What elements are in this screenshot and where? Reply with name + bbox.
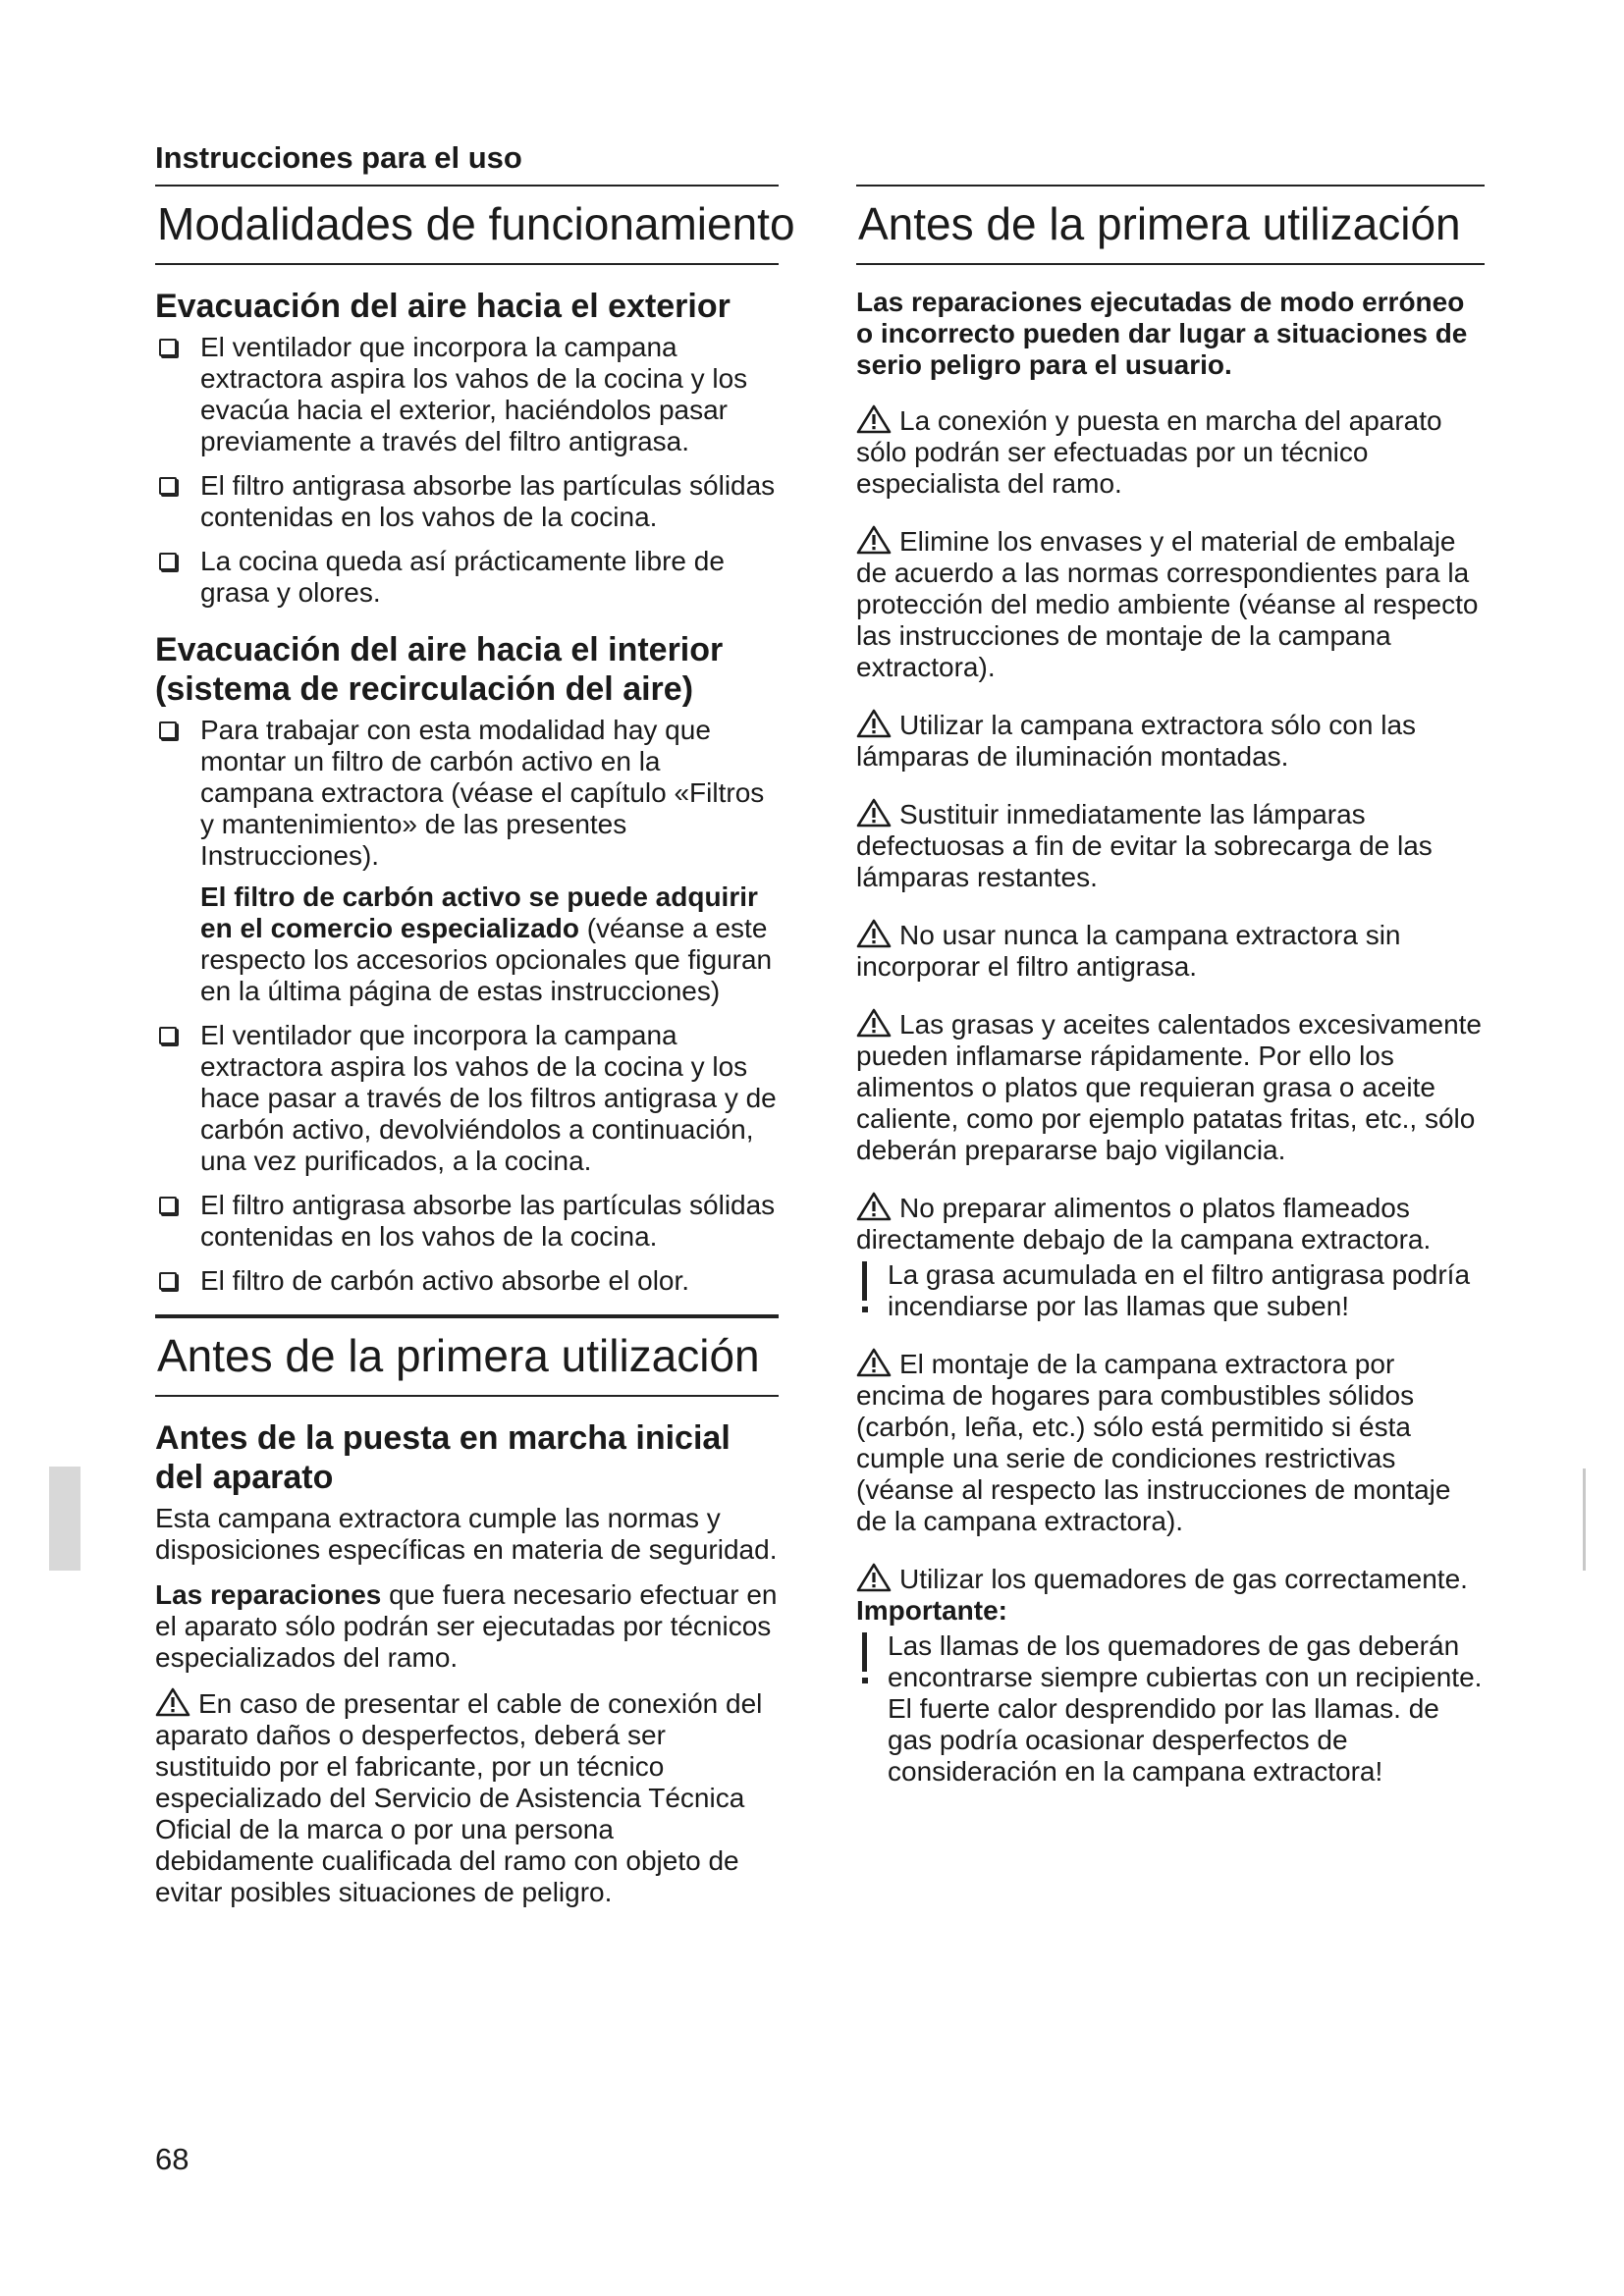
warning-text: No preparar alimentos o platos flameados directamente debajo de la campana extractora. [856, 1193, 1432, 1255]
left-column [155, 185, 795, 1922]
warning-triangle-icon [856, 1192, 892, 1221]
warning-item [856, 709, 1485, 773]
warning-item [856, 798, 1485, 893]
warning-text: El montaje de la campana extractora por encima de hogares para combustibles sólidos (carbón, leña, etc.) sólo está permitido si ésta cumple una serie de condiciones restrictivas (véanse al respecto las instrucciones de montaje de la campana extractora). [856, 1349, 1451, 1536]
note-text-more: El fuerte calor desprendido por las llamas. de gas podría ocasionar desperfectos de consideración en la campana extractora! [888, 1693, 1439, 1787]
warning-text: La conexión y puesta en marcha del aparato sólo podrán ser efectuadas por un técnico especialista del ramo. [856, 405, 1442, 499]
list-item-text: El ventilador que incorpora la campana extractora aspira los vahos de la cocina y los evacúa hacia el exterior, haciéndolos pasar previamente a través del filtro antigrasa. [200, 332, 748, 456]
warning-item [856, 1192, 1485, 1255]
page-number: 68 [155, 2142, 189, 2176]
interior-list [155, 715, 779, 1297]
checkbox-bullet-icon [159, 1027, 177, 1044]
repairs-rest: que fuera necesario efectuar en el aparato sólo podrán ser ejecutadas por técnicos especializados del ramo. [155, 1579, 778, 1673]
warning-triangle-icon [856, 1563, 892, 1592]
warning-triangle-icon [856, 1348, 892, 1377]
list-item-text: El filtro de carbón activo absorbe el olor. [200, 1265, 690, 1296]
warning-item [856, 1563, 1485, 1595]
note-grease-fire [856, 1259, 1485, 1322]
warning-text: En caso de presentar el cable de conexión del aparato daños o desperfectos, deberá ser sustituido por el fabricante, por un técnico especializado del Servicio de Asistencia Técnica Oficial de la marca o por una persona debidamente cualificada del ramo con objeto de evitar posibles situaciones de peligro. [155, 1688, 763, 1907]
list-item [155, 715, 779, 1007]
warning-triangle-icon [856, 919, 892, 948]
warning-item [856, 1008, 1485, 1166]
note-text: Las llamas de los quemadores de gas deberán encontrarse siempre cubiertas con un recipiente. [888, 1630, 1483, 1692]
carbon-filter-note-bold: El filtro de carbón activo se puede adquirir en el comercio especializado [200, 881, 758, 943]
checkbox-bullet-icon [159, 553, 177, 570]
warning-text: Utilizar los quemadores de gas correctamente. [899, 1564, 1468, 1594]
checkbox-bullet-icon [159, 721, 177, 739]
warning-text: Elimine los envases y el material de embalaje de acuerdo a las normas correspondientes para la protección del medio ambiente (véanse al respecto las instrucciones de montaje de la campana extractora). [856, 526, 1479, 682]
note-text: La grasa acumulada en el filtro antigrasa podría incendiarse por las llamas que suben! [888, 1259, 1471, 1321]
section-title-antes-right: Antes de la primera utilización [858, 198, 1461, 249]
list-item-text: Para trabajar con esta modalidad hay que montar un filtro de carbón activo en la campana extractora (véase el capítulo «Filtros y mantenimiento» de las presentes Instrucciones). [200, 715, 765, 871]
list-item-text: El filtro antigrasa absorbe las partículas sólidas contenidas en los vahos de la cocina. [200, 1190, 776, 1252]
checkbox-bullet-icon [159, 477, 177, 495]
repairs-intro: Las reparaciones ejecutadas de modo erróneo o incorrecto pueden dar lugar a situaciones de serio peligro para el usuario. [856, 287, 1468, 380]
warning-triangle-icon [856, 1008, 892, 1038]
list-item-text: El filtro antigrasa absorbe las partículas sólidas contenidas en los vahos de la cocina. [200, 470, 776, 532]
checkbox-bullet-icon [159, 1272, 177, 1290]
heading-exterior: Evacuación del aire hacia el exterior [155, 288, 731, 325]
warning-triangle-icon [155, 1687, 190, 1717]
title-rule-bottom [155, 1395, 779, 1397]
note-gas-flames [856, 1630, 1485, 1788]
title-rule-bottom [856, 263, 1485, 265]
warning-triangle-icon [856, 525, 892, 555]
repairs-paragraph [155, 1579, 779, 1674]
list-item [155, 546, 779, 609]
important-label: Importante: [856, 1595, 1007, 1626]
warning-text: Sustituir inmediatamente las lámparas defectuosas a fin de evitar la sobrecarga de las lámparas restantes. [856, 799, 1433, 892]
heading-puesta-en-marcha: Antes de la puesta en marcha inicial del aparato [155, 1419, 731, 1496]
list-item [155, 470, 779, 533]
exclamation-icon [862, 1261, 868, 1316]
side-line-marker [1583, 1468, 1586, 1571]
warning-item [856, 919, 1485, 983]
section-title-antes-left: Antes de la primera utilización [157, 1330, 760, 1381]
exclamation-icon [862, 1632, 868, 1687]
list-item [155, 1020, 779, 1177]
list-item [155, 332, 779, 457]
exterior-list [155, 332, 779, 609]
cable-warning [155, 1687, 779, 1908]
checkbox-bullet-icon [159, 339, 177, 356]
carbon-filter-note-rest: (véanse a este respecto los accesorios opcionales que figuran en la última página de estas instrucciones) [200, 913, 773, 1006]
right-column [856, 185, 1485, 1801]
checkbox-bullet-icon [159, 1197, 177, 1214]
warning-triangle-icon [856, 404, 892, 434]
carbon-filter-note [200, 881, 779, 1007]
section-title-modalidades: Modalidades de funcionamiento [157, 198, 795, 249]
warning-text: No usar nunca la campana extractora sin incorporar el filtro antigrasa. [856, 920, 1401, 982]
repairs-bold: Las reparaciones [155, 1579, 382, 1610]
running-header: Instrucciones para el uso [155, 140, 522, 175]
side-tab-marker [49, 1467, 81, 1571]
warning-text: Las grasas y aceites calentados excesivamente pueden inflamarse rápidamente. Por ello los alimentos o platos que requieran grasa o aceite caliente, como por ejemplo patatas fritas, etc., sólo deberán prepararse bajo vigilancia. [856, 1009, 1482, 1165]
list-item-text: La cocina queda así prácticamente libre de grasa y olores. [200, 546, 725, 608]
warning-triangle-icon [856, 798, 892, 828]
list-item [155, 1190, 779, 1253]
warning-text: Utilizar la campana extractora sólo con las lámparas de iluminación montadas. [856, 710, 1417, 772]
warning-triangle-icon [856, 709, 892, 738]
list-item [155, 1265, 779, 1297]
warning-item [856, 525, 1485, 683]
safety-paragraph: Esta campana extractora cumple las normas y disposiciones específicas en materia de seguridad. [155, 1503, 778, 1565]
warning-item [856, 1348, 1485, 1537]
title-rule-bottom [155, 263, 779, 265]
list-item-text: El ventilador que incorpora la campana extractora aspira los vahos de la cocina y los hace pasar a través de los filtros antigrasa y de carbón activo, devolviéndolos a continuación, una vez purificados, a la cocina. [200, 1020, 777, 1176]
warning-item [856, 404, 1485, 500]
heading-interior: Evacuación del aire hacia el interior (sistema de recirculación del aire) [155, 631, 724, 708]
